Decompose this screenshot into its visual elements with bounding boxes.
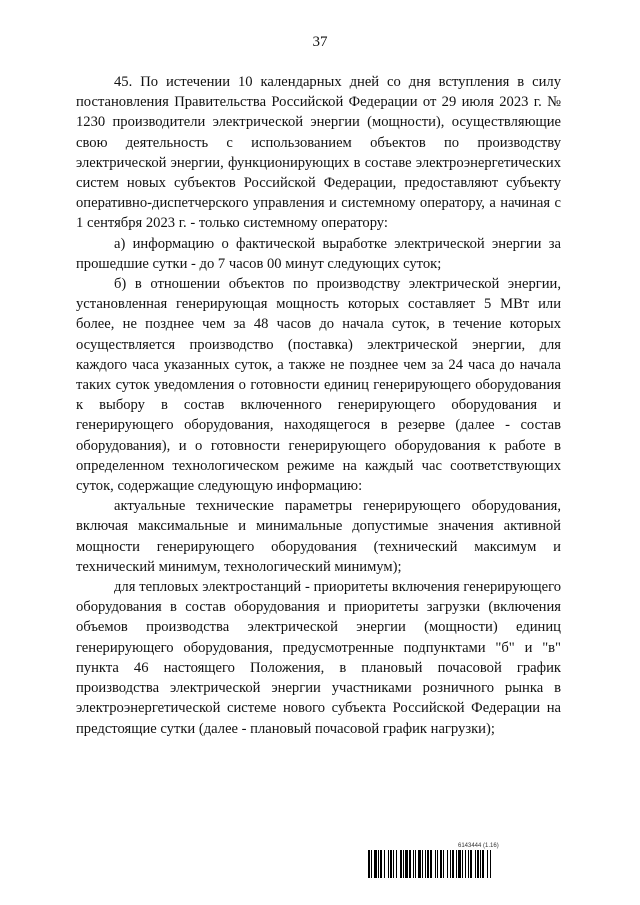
paragraph-a: а) информацию о фактической выработке электрической энергии за прошедшие сутки - до 7 часов 00 минут следующих суток; [76,235,561,272]
paragraph-b: б) в отношении объектов по производству электрической энергии, установленная генерирующая мощность которых составляет 5 МВт или более, не позднее чем за 48 часов до начала суток, в течение которых осуществляется производство (поставка) электрической энергии, для каждого часа указанных суток, а также не позднее чем за 24 часа до начала таких суток уведомления о готовности единиц генерирующего оборудования к выбору в состав включенного генерирующего оборудования и генерирующего оборудования, находящегося в резерве (далее - состав оборудования), и о готовности генерирующего оборудования к работе в определенном технологическом режиме на каждый час соответствующих суток, содержащие следующую информацию: [76,276,561,495]
paragraph-45: 45. По истечении 10 календарных дней со дня вступления в силу постановления Правительства Российской Федерации от 29 июля 2023 г. № 1230 производители электрической энергии (мощности), осуществляющие свою деятельность с использованием объектов по производству электрической энергии, функционирующих в составе электроэнергетических систем новых субъектов Российской Федерации, предоставляют субъекту оперативно-диспетчерского управления и системному оператору, а начиная с 1 сентября 2023 г. - только системному оператору: [76,74,561,232]
page-number: 37 [312,34,328,50]
barcode-label: 6143444 (1.16) [458,843,499,849]
document-body [76,72,561,739]
paragraph-thermal-plants: для тепловых электростанций - приоритеты включения генерирующего оборудования в состав оборудования и приоритеты загрузки (включения объемов производства электрической энергии (мощности) единиц генерирующего оборудования, предусмотренные подпунктами "б" и "в" пункта 46 настоящего Положения, в плановый почасовой график производства электрической энергии участниками розничного рынка в электроэнергетической системе нового субъекта Российской Федерации на предстоящие сутки (далее - плановый почасовой график нагрузки); [76,579,561,737]
paragraph-technical-parameters: актуальные технические параметры генерирующего оборудования, включая максимальные и минимальные допустимые значения активной мощности генерирующего оборудования (технический максимум и технический минимум, технологический минимум); [76,498,561,575]
barcode-icon [368,850,568,878]
